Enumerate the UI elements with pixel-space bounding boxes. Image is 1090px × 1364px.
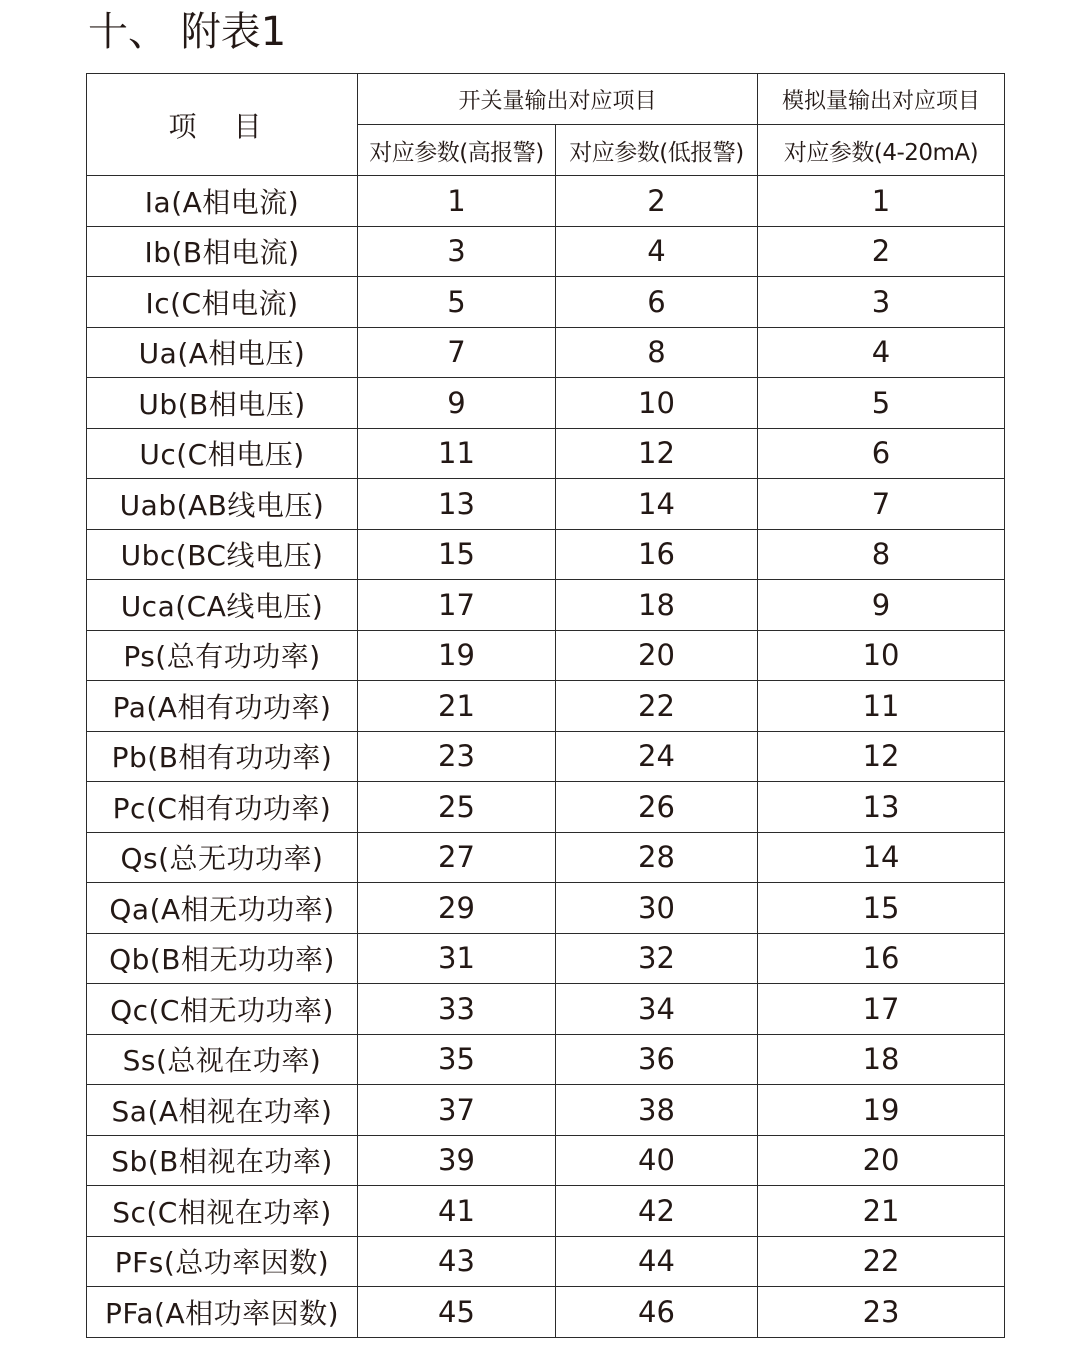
low-alarm-cell: 44 (556, 1236, 758, 1287)
table-row (87, 226, 1005, 277)
high-alarm-cell: 11 (358, 428, 556, 479)
table-row (87, 580, 1005, 631)
analog-cell: 8 (758, 529, 1005, 580)
analog-cell: 15 (758, 883, 1005, 934)
item-cell: Sa(A相视在功率) (87, 1085, 358, 1136)
table-row (87, 1236, 1005, 1287)
item-cell: Ib(B相电流) (87, 226, 358, 277)
item-cell: Qb(B相无功功率) (87, 933, 358, 984)
table-row (87, 1085, 1005, 1136)
low-alarm-cell: 26 (556, 782, 758, 833)
high-alarm-cell: 3 (358, 226, 556, 277)
table-row (87, 731, 1005, 782)
high-alarm-cell: 41 (358, 1186, 556, 1237)
high-alarm-cell: 19 (358, 630, 556, 681)
high-alarm-cell: 45 (358, 1287, 556, 1338)
analog-cell: 3 (758, 277, 1005, 328)
table-row (87, 428, 1005, 479)
item-cell: Qc(C相无功功率) (87, 984, 358, 1035)
analog-cell: 1 (758, 176, 1005, 227)
table-row (87, 681, 1005, 732)
table-row (87, 529, 1005, 580)
item-cell: Uab(AB线电压) (87, 479, 358, 530)
header-low-alarm: 对应参数(低报警) (556, 125, 758, 176)
header-switch-output-group: 开关量输出对应项目 (358, 74, 758, 125)
table-row (87, 1135, 1005, 1186)
item-cell: PFs(总功率因数) (87, 1236, 358, 1287)
low-alarm-cell: 32 (556, 933, 758, 984)
high-alarm-cell: 33 (358, 984, 556, 1035)
high-alarm-cell: 43 (358, 1236, 556, 1287)
low-alarm-cell: 42 (556, 1186, 758, 1237)
table-header (87, 74, 1005, 176)
item-cell: PFa(A相功率因数) (87, 1287, 358, 1338)
analog-cell: 17 (758, 984, 1005, 1035)
low-alarm-cell: 8 (556, 327, 758, 378)
high-alarm-cell: 9 (358, 378, 556, 429)
item-cell: Qa(A相无功功率) (87, 883, 358, 934)
table-body (87, 176, 1005, 1338)
high-alarm-cell: 37 (358, 1085, 556, 1136)
high-alarm-cell: 15 (358, 529, 556, 580)
table-row (87, 630, 1005, 681)
low-alarm-cell: 16 (556, 529, 758, 580)
item-cell: Uca(CA线电压) (87, 580, 358, 631)
table-row (87, 984, 1005, 1035)
analog-cell: 23 (758, 1287, 1005, 1338)
low-alarm-cell: 10 (556, 378, 758, 429)
item-cell: Ic(C相电流) (87, 277, 358, 328)
item-cell: Pc(C相有功功率) (87, 782, 358, 833)
analog-cell: 21 (758, 1186, 1005, 1237)
item-cell: Ua(A相电压) (87, 327, 358, 378)
table-row (87, 378, 1005, 429)
item-cell: Sb(B相视在功率) (87, 1135, 358, 1186)
high-alarm-cell: 25 (358, 782, 556, 833)
low-alarm-cell: 30 (556, 883, 758, 934)
item-cell: Uc(C相电压) (87, 428, 358, 479)
analog-cell: 19 (758, 1085, 1005, 1136)
item-cell: Ia(A相电流) (87, 176, 358, 227)
header-high-alarm: 对应参数(高报警) (358, 125, 556, 176)
header-item: 项 目 (87, 74, 358, 176)
header-analog-output-group: 模拟量输出对应项目 (758, 74, 1005, 125)
item-cell: Ubc(BC线电压) (87, 529, 358, 580)
high-alarm-cell: 31 (358, 933, 556, 984)
high-alarm-cell: 7 (358, 327, 556, 378)
low-alarm-cell: 38 (556, 1085, 758, 1136)
analog-cell: 10 (758, 630, 1005, 681)
item-cell: Qs(总无功功率) (87, 832, 358, 883)
analog-cell: 11 (758, 681, 1005, 732)
high-alarm-cell: 13 (358, 479, 556, 530)
low-alarm-cell: 22 (556, 681, 758, 732)
item-cell: Ub(B相电压) (87, 378, 358, 429)
table-row (87, 782, 1005, 833)
analog-cell: 14 (758, 832, 1005, 883)
page-title: 十、 附表1 (88, 9, 287, 55)
high-alarm-cell: 27 (358, 832, 556, 883)
low-alarm-cell: 36 (556, 1034, 758, 1085)
low-alarm-cell: 40 (556, 1135, 758, 1186)
table-row (87, 327, 1005, 378)
high-alarm-cell: 1 (358, 176, 556, 227)
item-cell: Ss(总视在功率) (87, 1034, 358, 1085)
analog-cell: 4 (758, 327, 1005, 378)
low-alarm-cell: 34 (556, 984, 758, 1035)
high-alarm-cell: 29 (358, 883, 556, 934)
high-alarm-cell: 21 (358, 681, 556, 732)
table-row (87, 1287, 1005, 1338)
analog-cell: 18 (758, 1034, 1005, 1085)
table-row (87, 933, 1005, 984)
analog-cell: 13 (758, 782, 1005, 833)
low-alarm-cell: 12 (556, 428, 758, 479)
analog-cell: 7 (758, 479, 1005, 530)
item-cell: Pb(B相有功功率) (87, 731, 358, 782)
item-cell: Sc(C相视在功率) (87, 1186, 358, 1237)
low-alarm-cell: 20 (556, 630, 758, 681)
high-alarm-cell: 35 (358, 1034, 556, 1085)
low-alarm-cell: 6 (556, 277, 758, 328)
analog-cell: 9 (758, 580, 1005, 631)
parameter-table (86, 73, 1005, 1338)
analog-cell: 2 (758, 226, 1005, 277)
low-alarm-cell: 18 (556, 580, 758, 631)
analog-cell: 22 (758, 1236, 1005, 1287)
analog-cell: 5 (758, 378, 1005, 429)
item-cell: Pa(A相有功功率) (87, 681, 358, 732)
table-row (87, 479, 1005, 530)
low-alarm-cell: 46 (556, 1287, 758, 1338)
high-alarm-cell: 39 (358, 1135, 556, 1186)
table-row (87, 832, 1005, 883)
low-alarm-cell: 28 (556, 832, 758, 883)
low-alarm-cell: 14 (556, 479, 758, 530)
high-alarm-cell: 17 (358, 580, 556, 631)
high-alarm-cell: 23 (358, 731, 556, 782)
table-row (87, 1034, 1005, 1085)
table-row (87, 1186, 1005, 1237)
item-cell: Ps(总有功功率) (87, 630, 358, 681)
table-row (87, 176, 1005, 227)
low-alarm-cell: 2 (556, 176, 758, 227)
analog-cell: 6 (758, 428, 1005, 479)
low-alarm-cell: 4 (556, 226, 758, 277)
analog-cell: 20 (758, 1135, 1005, 1186)
low-alarm-cell: 24 (556, 731, 758, 782)
analog-cell: 16 (758, 933, 1005, 984)
analog-cell: 12 (758, 731, 1005, 782)
table-row (87, 883, 1005, 934)
header-analog-4-20ma: 对应参数(4-20mA) (758, 125, 1005, 176)
table-row (87, 277, 1005, 328)
high-alarm-cell: 5 (358, 277, 556, 328)
